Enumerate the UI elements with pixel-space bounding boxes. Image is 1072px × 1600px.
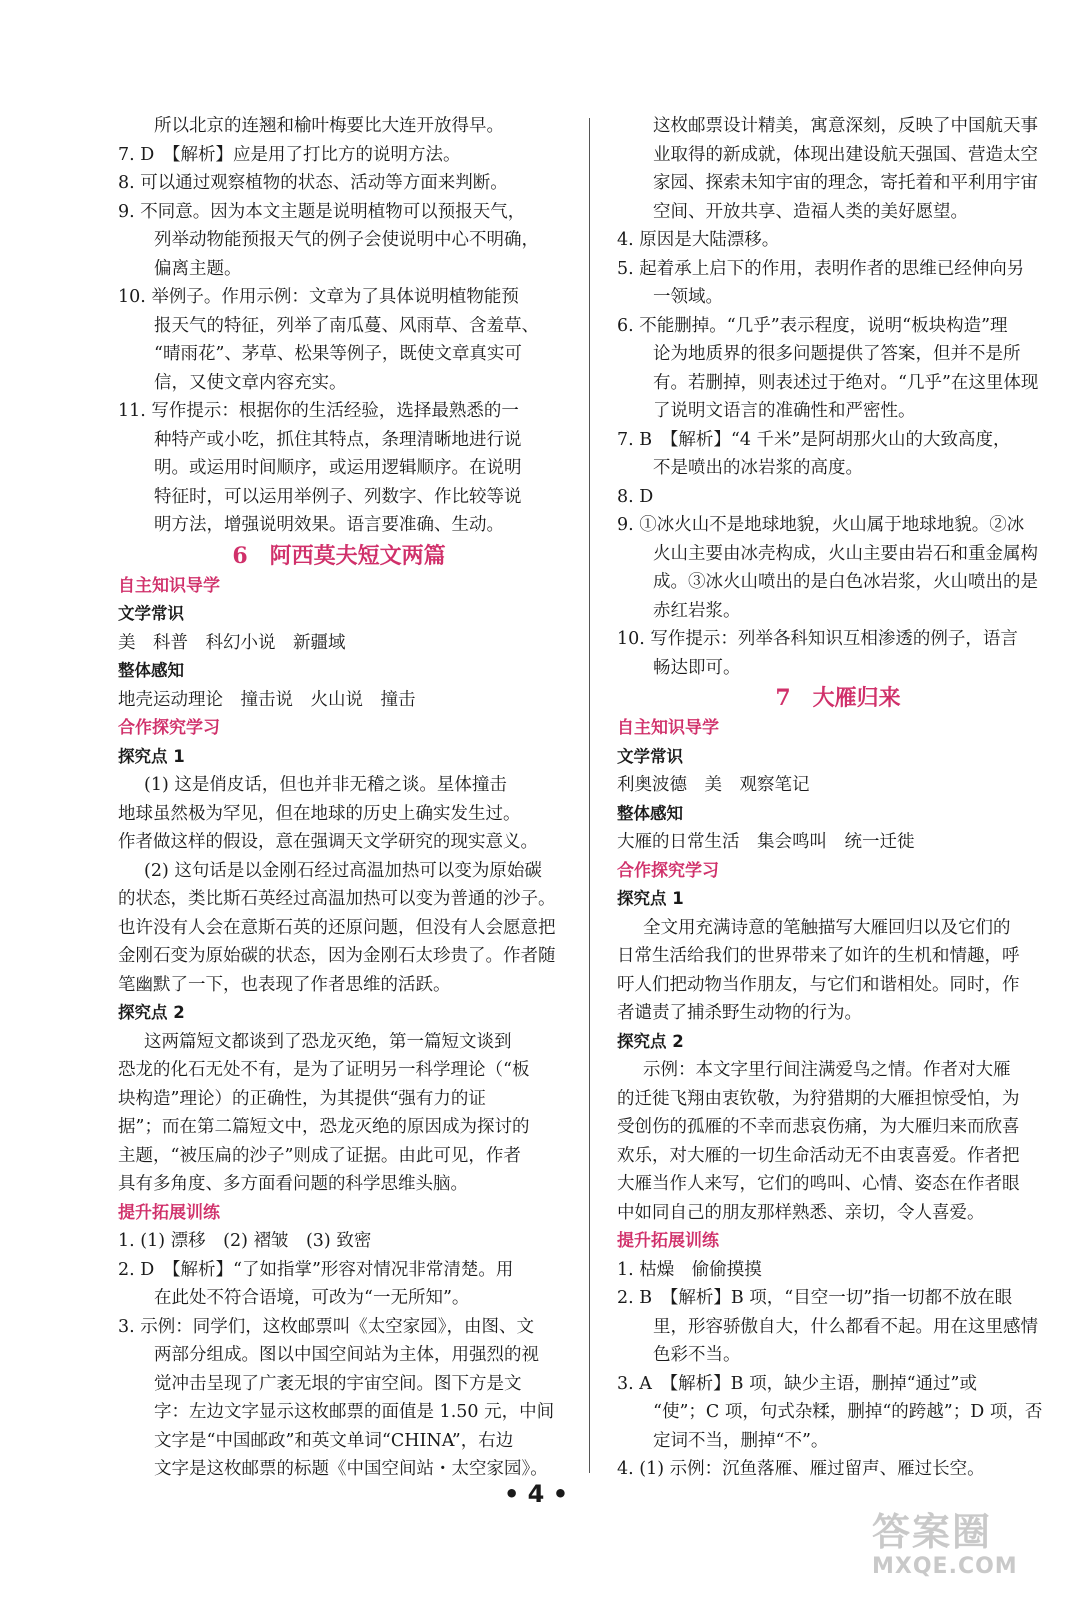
text-line: 空间、开放共享、造福人类的美好愿望。 xyxy=(653,201,968,222)
text-line: 8. 可以通过观察植物的状态、活动等方面来判断。 xyxy=(118,173,508,193)
text-line: (2) 这句话是以金刚石经过高温加热可以变为原始碳 xyxy=(144,860,542,881)
section-heading: 自主知识导学 xyxy=(617,718,719,738)
text-line: 畅达即可。 xyxy=(653,657,741,678)
sub-heading: 文学常识 xyxy=(617,746,683,766)
text-line: “使”；C 项，句式杂糅，删掉“的跨越”；D 项，否 xyxy=(653,1402,1043,1422)
text-line: 字：左边文字显示这枚邮票的面值是 1.50 元，中间 xyxy=(154,1402,555,1422)
text-line: 的迁徙飞翔由衷钦敬，为狩猎期的大雁担惊受怕，为 xyxy=(617,1088,1020,1109)
section-heading: 提升拓展训练 xyxy=(118,1202,220,1223)
text-line: 具有多角度、多方面看问题的科学思维头脑。 xyxy=(118,1174,468,1194)
sub-heading: 探究点 1 xyxy=(118,746,185,766)
text-line: 9. 不同意。因为本文主题是说明植物可以预报天气， xyxy=(118,201,526,222)
text-line: 文字是“中国邮政”和英文单词“CHINA”，右边 xyxy=(154,1430,514,1451)
text-line: 种特产或小吃，抓住其特点，条理清晰地进行说 xyxy=(154,429,522,450)
text-line: 列举动物能预报天气的例子会使说明中心不明确， xyxy=(154,230,539,250)
text-line: 受创伤的孤雁的不幸而悲哀伤痛，为大雁归来而欣喜 xyxy=(617,1117,1020,1137)
sub-heading: 探究点 2 xyxy=(617,1031,684,1051)
text-line: 信，又使文章内容充实。 xyxy=(154,372,347,393)
text-line: 觉冲击呈现了广袤无垠的宇宙空间。图下方是文 xyxy=(154,1373,522,1394)
text-line: 报天气的特征，列举了南瓜蔓、风雨草、含羞草、 xyxy=(154,315,539,336)
sub-heading: 整体感知 xyxy=(118,661,184,680)
text-line: 欢乐，对大雁的一切生命活动无不由衷喜爱。作者把 xyxy=(617,1145,1020,1166)
text-line: 恐龙的化石无处不有，是为了证明另一科学理论（“板 xyxy=(118,1060,530,1080)
text-line: 9. ①冰火山不是地球地貌，火山属于地球地貌。②冰 xyxy=(617,515,1025,535)
text-line: 明方法，增强说明效果。语言要准确、生动。 xyxy=(154,515,504,535)
text-line: 两部分组成。图以中国空间站为主体，用强烈的视 xyxy=(154,1345,539,1365)
text-line: 全文用充满诗意的笔触描写大雁回归以及它们的 xyxy=(643,917,1011,938)
text-line: 10. 写作提示：列举各科知识互相渗透的例子，语言 xyxy=(617,629,1018,649)
text-line: 特征时，可以运用举例子、列数字、作比较等说 xyxy=(154,486,522,507)
text-line: 色彩不当。 xyxy=(653,1345,741,1365)
text-line: 8. D xyxy=(617,486,654,507)
text-line: 日常生活给我们的世界带来了如许的生机和情趣，呼 xyxy=(617,946,1020,966)
text-line: 利奥波德 美 观察笔记 xyxy=(617,775,810,795)
text-line: 这枚邮票设计精美，寓意深刻，反映了中国航天事 xyxy=(653,116,1038,136)
text-line: 赤红岩浆。 xyxy=(653,600,741,621)
text-line: 2. D 【解析】“了如指掌”形容对情况非常清楚。用 xyxy=(118,1259,514,1280)
section-heading: 提升拓展训练 xyxy=(617,1231,719,1251)
text-line: 业取得的新成就，体现出建设航天强国、营造太空 xyxy=(653,144,1038,165)
text-line: 7. D 【解析】应是用了打比方的说明方法。 xyxy=(118,144,461,165)
text-line: 金刚石变为原始碳的状态，因为金刚石太珍贵了。作者随 xyxy=(118,946,556,966)
text-line: 笔幽默了一下，也表现了作者思维的活跃。 xyxy=(118,974,451,995)
text-line: 文字是这枚邮票的标题《中国空间站・太空家园》。 xyxy=(154,1459,548,1479)
text-line: 明。或运用时间顺序，或运用逻辑顺序。在说明 xyxy=(154,458,522,478)
watermark-url-text: MXQE.COM xyxy=(872,1554,1018,1579)
text-line: 地球虽然极为罕见，但在地球的历史上确实发生过。 xyxy=(118,803,521,824)
text-line: 吁人们把动物当作朋友，与它们和谐相处。同时，作 xyxy=(617,974,1020,995)
text-line: 块构造”理论）的正确性，为其提供“强有力的证 xyxy=(118,1088,486,1109)
text-line: 1. (1) 漂移 (2) 褶皱 (3) 致密 xyxy=(118,1231,372,1251)
text-line: 3. 示例：同学们，这枚邮票叫《太空家园》，由图、文 xyxy=(118,1316,535,1337)
text-line: 论为地质界的很多问题提供了答案，但并不是所 xyxy=(653,344,1021,364)
watermark-logo xyxy=(872,1510,1062,1595)
right-column xyxy=(617,112,1059,1484)
text-line: 大雁当作人来写，它们的鸣叫、心情、姿态在作者眼 xyxy=(617,1174,1020,1194)
section-heading: 自主知识导学 xyxy=(118,575,220,596)
text-line: 成。③冰火山喷出的是白色冰岩浆，火山喷出的是 xyxy=(653,572,1038,592)
text-line: 偏离主题。 xyxy=(154,258,242,279)
text-line: 也许没有人会在意斯石英的还原问题，但没有人会愿意把 xyxy=(118,917,556,938)
text-line: 3. A 【解析】B 项，缺少主语，删掉“通过”或 xyxy=(617,1373,977,1394)
text-line: “晴雨花”、茅草、松果等例子，既使文章真实可 xyxy=(154,344,522,364)
text-line: 6. 不能删掉。“几乎”表示程度，说明“板块构造”理 xyxy=(617,315,1008,336)
sub-heading: 探究点 2 xyxy=(118,1003,185,1022)
text-line: 大雁的日常生活 集会鸣叫 统一迁徙 xyxy=(617,832,915,852)
text-line: 美 科普 科幻小说 新疆域 xyxy=(118,632,346,653)
text-line: 11. 写作提示：根据你的生活经验，选择最熟悉的一 xyxy=(118,401,519,421)
section-title: 6 阿西莫夫短文两篇 xyxy=(232,542,446,569)
text-line: 1. 枯燥 偷偷摸摸 xyxy=(617,1259,762,1280)
section-heading: 合作探究学习 xyxy=(118,718,220,738)
watermark-top-text: 答案圈 xyxy=(872,1510,993,1554)
text-line: (1) 这是俏皮话，但也并非无稽之谈。星体撞击 xyxy=(144,775,507,795)
text-line: 中如同自己的朋友那样熟悉、亲切，令人喜爱。 xyxy=(617,1202,985,1223)
text-line: 的状态，类比斯石英经过高温加热可以变为普通的沙子。 xyxy=(118,889,556,909)
left-column xyxy=(118,112,560,1484)
text-line: 7. B 【解析】“4 千米”是阿胡那火山的大致高度， xyxy=(617,429,1011,450)
column-divider xyxy=(589,118,590,1473)
text-line: 火山主要由冰壳构成，火山主要由岩石和重金属构 xyxy=(653,543,1038,564)
text-line: 4. (1) 示例：沉鱼落雁、雁过留声、雁过长空。 xyxy=(617,1459,985,1479)
text-line: 这两篇短文都谈到了恐龙灭绝，第一篇短文谈到 xyxy=(144,1031,512,1052)
text-line: 2. B 【解析】B 项，“目空一切”指一切都不放在眼 xyxy=(617,1288,1013,1308)
text-line: 不是喷出的冰岩浆的高度。 xyxy=(653,458,863,478)
section-title: 7 大雁归来 xyxy=(775,685,901,711)
text-line: 10. 举例子。作用示例：文章为了具体说明植物能预 xyxy=(118,287,519,307)
text-line: 定词不当，删掉“不”。 xyxy=(653,1430,829,1451)
text-line: 5. 起着承上启下的作用，表明作者的思维已经伸向另 xyxy=(617,258,1025,279)
page-number: • 4 • xyxy=(503,1480,569,1508)
text-line: 作者做这样的假设，意在强调天文学研究的现实意义。 xyxy=(118,832,538,852)
text-line: 据”；而在第二篇短文中，恐龙灭绝的原因成为探讨的 xyxy=(118,1117,530,1137)
text-line: 有。若删掉，则表述过于绝对。“几乎”在这里体现 xyxy=(653,372,1039,393)
text-line: 家园、探索未知宇宙的理念，寄托着和平利用宇宙 xyxy=(653,173,1038,193)
text-line: 了说明文语言的准确性和严密性。 xyxy=(653,401,916,421)
text-line: 在此处不符合语境，可改为“一无所知”。 xyxy=(154,1288,470,1308)
text-line: 主题，“被压扁的沙子”则成了证据。由此可见，作者 xyxy=(118,1145,521,1166)
section-heading: 合作探究学习 xyxy=(617,860,719,881)
sub-heading: 整体感知 xyxy=(617,803,683,823)
sub-heading: 探究点 1 xyxy=(617,889,684,908)
text-line: 一领域。 xyxy=(653,287,723,307)
text-line: 里，形容骄傲自大，什么都看不起。用在这里感情 xyxy=(653,1316,1038,1337)
text-line: 所以北京的连翘和榆叶梅要比大连开放得早。 xyxy=(154,116,504,136)
text-line: 地壳运动理论 撞击说 火山说 撞击 xyxy=(118,689,416,710)
sub-heading: 文学常识 xyxy=(118,604,184,623)
text-line: 者谴责了捕杀野生动物的行为。 xyxy=(617,1003,862,1023)
text-line: 示例：本文字里行间注满爱鸟之情。作者对大雁 xyxy=(643,1060,1011,1080)
text-line: 4. 原因是大陆漂移。 xyxy=(617,230,780,250)
